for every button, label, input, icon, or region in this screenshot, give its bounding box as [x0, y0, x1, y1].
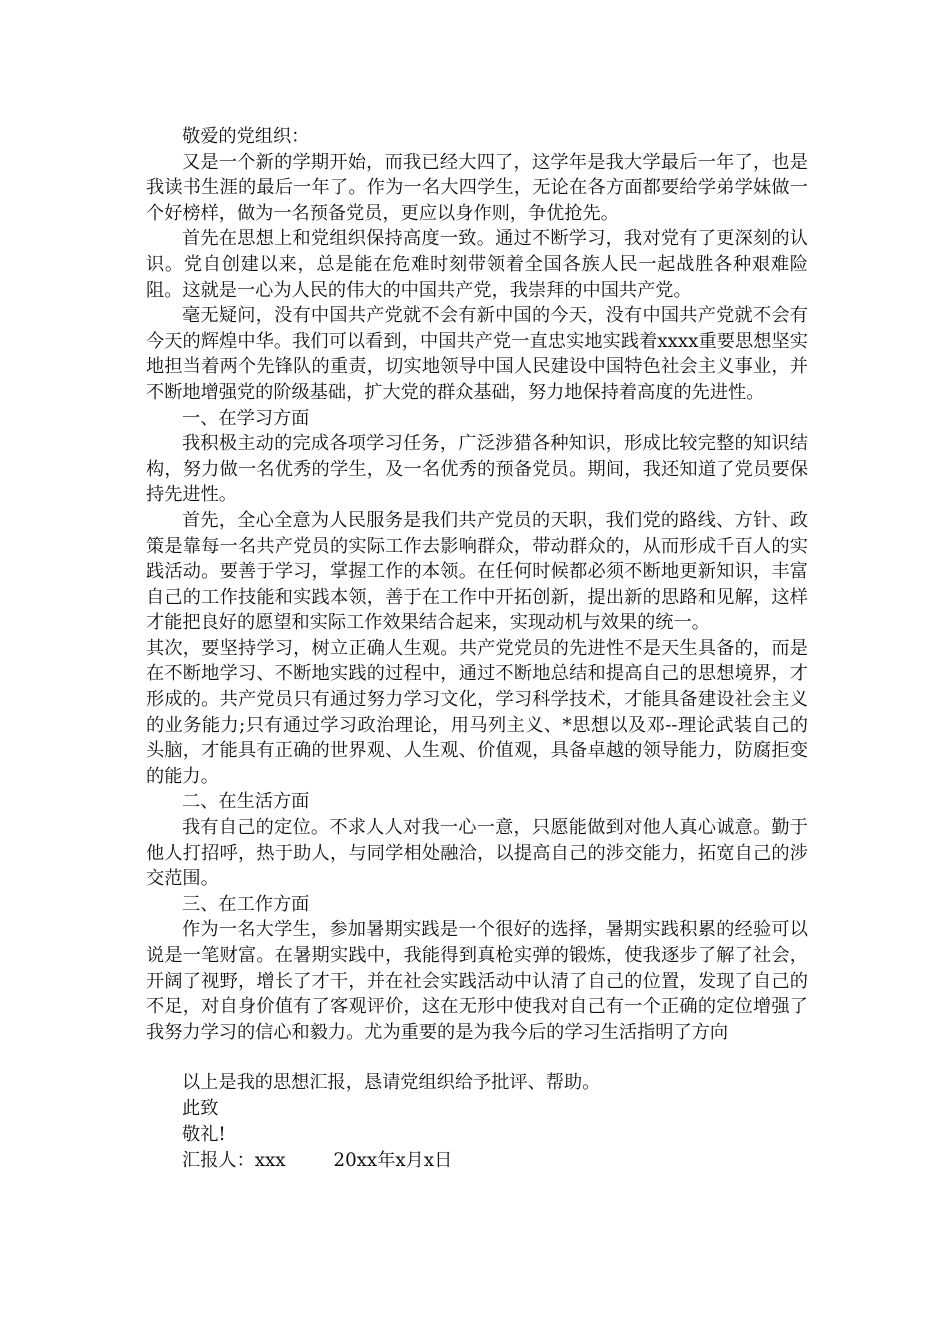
closing-jing-li: 敬礼!	[182, 1124, 226, 1145]
section-heading-study: 一、在学习方面	[182, 407, 310, 429]
section-heading-work: 三、在工作方面	[182, 893, 310, 915]
paragraph-intro: 又是一个新的学期开始，而我已经大四了，这学年是我大学最后一年了，也是我读书生涯的最后一年了。作为一名大四学生，无论在各方面都要给学弟学妹做一个好榜样，做为一名预备党员，更应以身作则，争优抢先。	[146, 151, 808, 224]
paragraph-service: 首先，全心全意为人民服务是我们共产党员的天职，我们党的路线、方针、政策是靠每一名共产党员的实际工作去影响群众，带动群众的，从而形成千百人的实践活动。要善于学习，掌握工作的本领。在任何时候都必须不断地更新知识，丰富自己的工作技能和实践本领，善于在工作中开拓创新，提出新的思路和见解，这样才能把良好的愿望和实际工作效果结合起来，实现动机与效果的统一。	[146, 509, 808, 634]
section-heading-life: 二、在生活方面	[182, 791, 310, 813]
paragraph-work: 作为一名大学生，参加暑期实践是一个很好的选择，暑期实践积累的经验可以说是一笔财富。在暑期实践中，我能得到真枪实弹的锻炼，使我逐步了解了社会，开阔了视野，增长了才干，并在社会实践活动中认清了自己的位置，发现了自己的不足，对自身价值有了客观评价，这在无形中使我对自己有一个正确的定位增强了我努力学习的信心和毅力。尤为重要的是为我今后的学习生活指明了方向	[146, 919, 808, 1043]
signature-line	[182, 1148, 802, 1174]
salutation: 敬爱的党组织：	[182, 126, 310, 147]
letter-body	[146, 124, 808, 1045]
paragraph-ideology: 首先在思想上和党组织保持高度一致。通过不断学习，我对党有了更深刻的认识。党自创建以来，总是能在危难时刻带领着全国各族人民一起战胜各种艰难险阻。这就是一心为人民的伟大的中国共产党，我崇拜的中国共产党。	[146, 228, 808, 301]
reporter-label: 汇报人：xxx	[182, 1150, 286, 1171]
paragraph-outlook: 其次，要坚持学习，树立正确人生观。共产党党员的先进性不是天生具备的，而是在不断地学习、不断地实践的过程中，通过不断地总结和提高自己的思想境界，才形成的。共产党员只有通过努力学习文化，学习科学技术，才能具备建设社会主义的业务能力;只有通过学习政治理论，用马列主义、*思想以及邓--理论武装自己的头脑，才能具有正确的世界观、人生观、价值观，具备卓越的领导能力，防腐拒变的能力。	[146, 637, 808, 787]
paragraph-life: 我有自己的定位。不求人人对我一心一意，只愿能做到对他人真心诚意。勤于他人打招呼，热于助人，与同学相处融洽，以提高自己的涉交能力，拓宽自己的涉交范围。	[146, 817, 808, 890]
paragraph-party: 毫无疑问，没有中国共产党就不会有新中国的今天，没有中国共产党就不会有今天的辉煌中华。我们可以看到，中国共产党一直忠实地实践着xxxx重要思想坚实地担当着两个先锋队的重责，切实地领导中国人民建设中国特色社会主义事业，并不断地增强党的阶级基础，扩大党的群众基础，努力地保持着高度的先进性。	[146, 305, 808, 403]
paragraph-study: 我积极主动的完成各项学习任务，广泛涉猎各种知识，形成比较完整的知识结构，努力做一名优秀的学生，及一名优秀的预备党员。期间，我还知道了党员要保持先进性。	[146, 433, 808, 506]
closing-request: 以上是我的思想汇报，恳请党组织给予批评、帮助。	[182, 1072, 601, 1093]
closing-ci-zhi: 此致	[182, 1098, 219, 1119]
report-date: 20xx年x月x日	[333, 1150, 453, 1171]
letter-closing	[182, 1070, 802, 1174]
